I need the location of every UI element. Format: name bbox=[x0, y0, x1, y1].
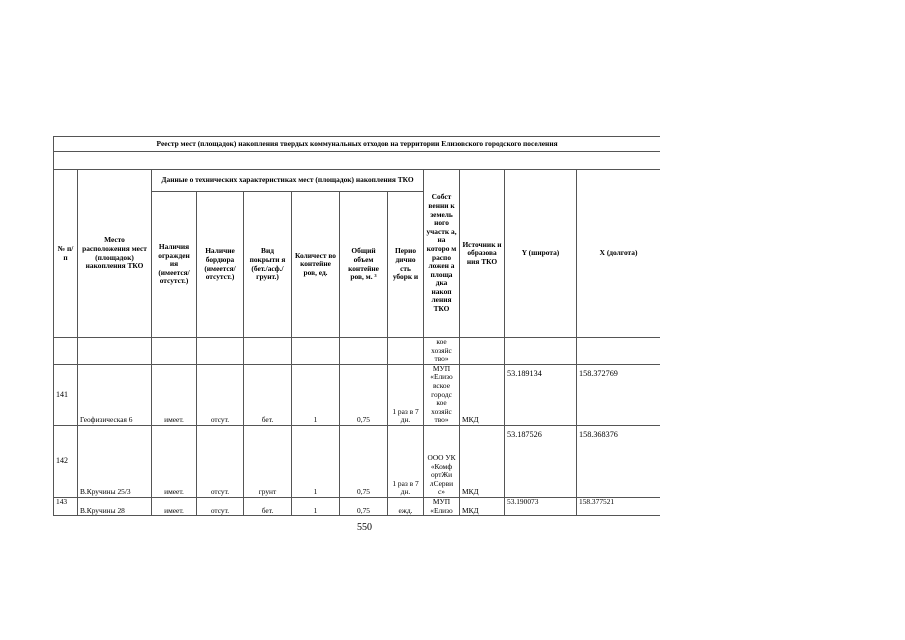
row-lon: 158.372769 bbox=[577, 364, 661, 425]
row-count: 1 bbox=[292, 364, 340, 425]
header-frequency: Перио дично сть уборк и bbox=[388, 192, 424, 338]
row-frequency: ежд. bbox=[388, 497, 424, 515]
header-border: Наличие бордюра (имеется/ отсутст.) bbox=[197, 192, 244, 338]
header-place: Место расположения мест (площадок) накопления ТКО bbox=[78, 170, 152, 338]
table-row bbox=[54, 497, 661, 515]
header-cover: Вид покрыти я (бет./асф./ грунт.) bbox=[244, 192, 292, 338]
row-volume: 0,75 bbox=[340, 497, 388, 515]
row-cover: бет. bbox=[244, 364, 292, 425]
page-number: 550 bbox=[357, 522, 372, 533]
row-border: отсут. bbox=[197, 425, 244, 497]
row-border: отсут. bbox=[197, 497, 244, 515]
row-owner: ООО УК «Комф ортЖи лСерви с» bbox=[424, 425, 460, 497]
row-volume: 0,75 bbox=[340, 364, 388, 425]
registry-table-sheet bbox=[53, 136, 660, 517]
row-fence: имеет. bbox=[152, 364, 197, 425]
header-lat: Y (широта) bbox=[505, 170, 577, 338]
row-place: В.Кручины 28 bbox=[78, 497, 152, 515]
row-frequency: 1 раз в 7 дн. bbox=[388, 425, 424, 497]
header-lon: X (долгота) bbox=[577, 170, 661, 338]
carry-over-owner: кое хозяйс тво» bbox=[424, 338, 460, 365]
row-no: 142 bbox=[54, 425, 78, 497]
header-volume: Общий объем контейне ров, м. ³ bbox=[340, 192, 388, 338]
header-count: Количест во контейне ров, ед. bbox=[292, 192, 340, 338]
row-lat: 53.190073 bbox=[505, 497, 577, 515]
row-place: Геофизическая 6 bbox=[78, 364, 152, 425]
row-source: МКД bbox=[460, 364, 505, 425]
row-count: 1 bbox=[292, 497, 340, 515]
row-frequency: 1 раз в 7 дн. bbox=[388, 364, 424, 425]
row-volume: 0,75 bbox=[340, 425, 388, 497]
table-row bbox=[54, 364, 661, 425]
row-border: отсут. bbox=[197, 364, 244, 425]
row-owner: МУП «Елизо вское городс кое хозяйс тво» bbox=[424, 364, 460, 425]
row-no: 141 bbox=[54, 364, 78, 425]
header-no: № п/п bbox=[54, 170, 78, 338]
table-title: Реестр мест (площадок) накопления твердых коммунальных отходов на территории Елизовского городского поселения bbox=[54, 137, 661, 152]
row-fence: имеет. bbox=[152, 425, 197, 497]
row-cover: бет. bbox=[244, 497, 292, 515]
row-lon: 158.368376 bbox=[577, 425, 661, 497]
blank-row bbox=[54, 152, 661, 170]
row-lat: 53.187526 bbox=[505, 425, 577, 497]
row-source: МКД bbox=[460, 497, 505, 515]
header-tech-group: Данные о технических характеристиках мест (площадок) накопления ТКО bbox=[152, 170, 424, 192]
row-source: МКД bbox=[460, 425, 505, 497]
header-fence: Наличия огражден ия (имеется/ отсутст.) bbox=[152, 192, 197, 338]
row-lat: 53.189134 bbox=[505, 364, 577, 425]
header-owner: Собст венни к земель ного участк а, на которо м распо ложен а площа дка накоп ления ТКО bbox=[424, 170, 460, 338]
row-place: В.Кручины 25/3 bbox=[78, 425, 152, 497]
table-row bbox=[54, 425, 661, 497]
header-source: Источник и образова ния ТКО bbox=[460, 170, 505, 338]
carry-over-row bbox=[54, 338, 661, 365]
registry-table bbox=[53, 136, 660, 516]
row-owner: МУП «Елизо bbox=[424, 497, 460, 515]
row-fence: имеет. bbox=[152, 497, 197, 515]
row-cover: грунт bbox=[244, 425, 292, 497]
row-lon: 158.377521 bbox=[577, 497, 661, 515]
title-row bbox=[54, 137, 661, 152]
header-row-1 bbox=[54, 170, 661, 192]
row-no: 143 bbox=[54, 497, 78, 515]
row-count: 1 bbox=[292, 425, 340, 497]
